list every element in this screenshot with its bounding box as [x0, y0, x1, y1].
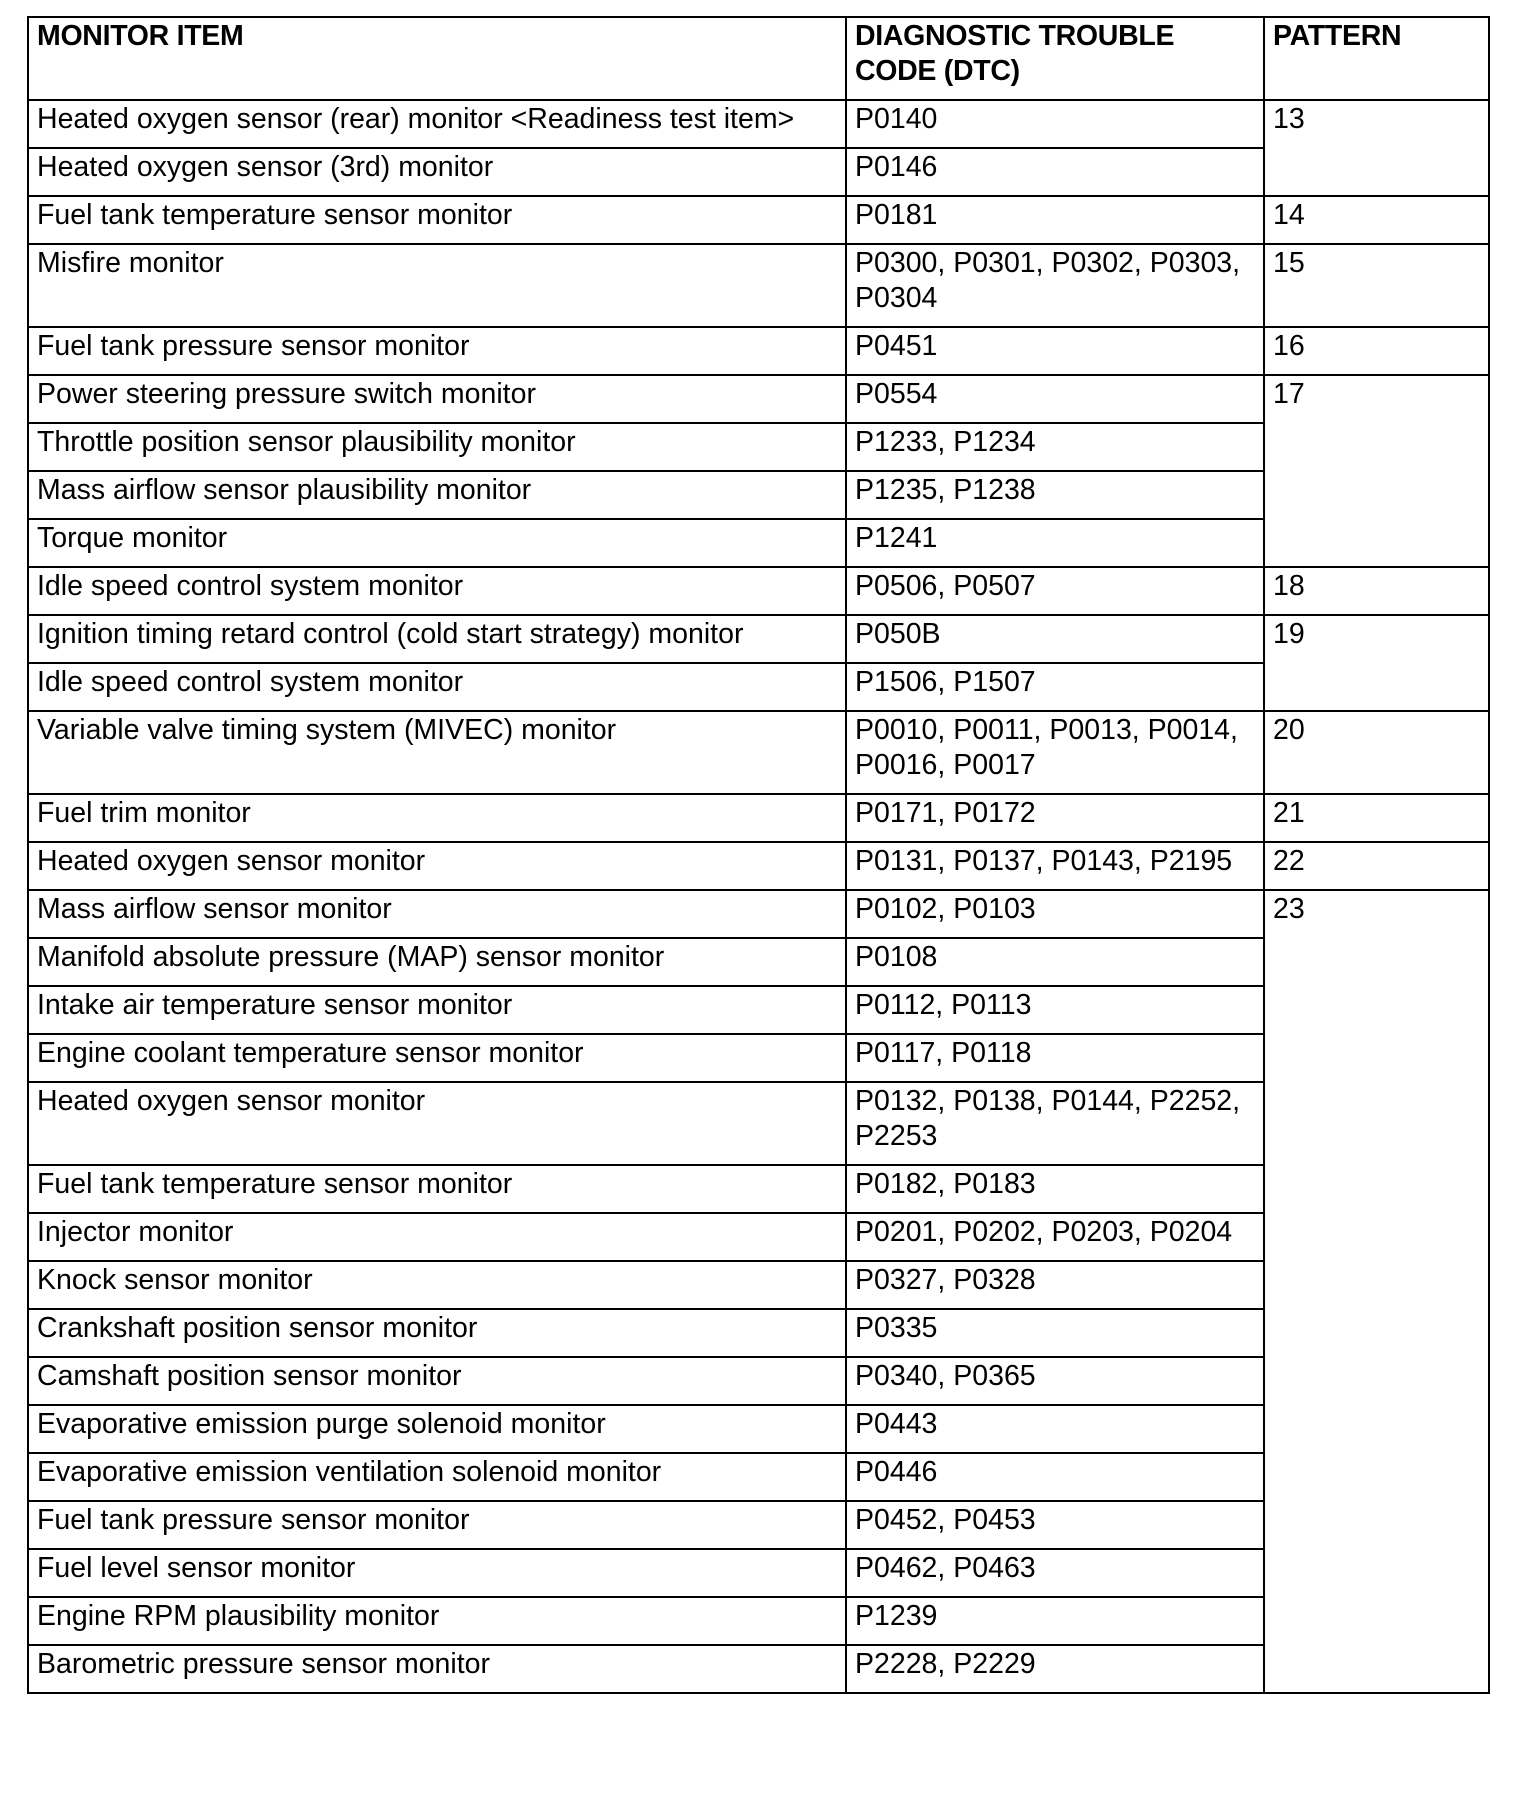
table-row — [28, 615, 1489, 663]
table-header-row — [28, 17, 1489, 100]
pattern-cell: 15 — [1264, 244, 1489, 327]
header-dtc: DIAGNOSTIC TROUBLE CODE (DTC) — [846, 17, 1264, 100]
dtc-cell: P0102, P0103 — [846, 890, 1264, 938]
dtc-cell: P0327, P0328 — [846, 1261, 1264, 1309]
monitor-item-cell: Knock sensor monitor — [28, 1261, 846, 1309]
monitor-item-cell: Evaporative emission ventilation solenoid monitor — [28, 1453, 846, 1501]
dtc-cell: P1239 — [846, 1597, 1264, 1645]
monitor-item-cell: Engine coolant temperature sensor monitor — [28, 1034, 846, 1082]
table-row — [28, 100, 1489, 148]
dtc-cell: P0171, P0172 — [846, 794, 1264, 842]
monitor-item-cell: Engine RPM plausibility monitor — [28, 1597, 846, 1645]
monitor-item-cell: Throttle position sensor plausibility monitor — [28, 423, 846, 471]
monitor-item-cell: Heated oxygen sensor (3rd) monitor — [28, 148, 846, 196]
monitor-item-cell: Manifold absolute pressure (MAP) sensor monitor — [28, 938, 846, 986]
dtc-cell: P0108 — [846, 938, 1264, 986]
monitor-item-cell: Fuel tank temperature sensor monitor — [28, 1165, 846, 1213]
dtc-cell: P0335 — [846, 1309, 1264, 1357]
dtc-cell: P1506, P1507 — [846, 663, 1264, 711]
table-row — [28, 711, 1489, 794]
monitor-item-cell: Idle speed control system monitor — [28, 663, 846, 711]
pattern-cell: 20 — [1264, 711, 1489, 794]
dtc-monitor-table — [27, 16, 1490, 1694]
pattern-cell: 13 — [1264, 100, 1489, 196]
dtc-cell: P0131, P0137, P0143, P2195 — [846, 842, 1264, 890]
monitor-item-cell: Camshaft position sensor monitor — [28, 1357, 846, 1405]
pattern-cell: 18 — [1264, 567, 1489, 615]
monitor-item-cell: Torque monitor — [28, 519, 846, 567]
dtc-cell: P1233, P1234 — [846, 423, 1264, 471]
header-pattern: PATTERN — [1264, 17, 1489, 100]
dtc-cell: P0340, P0365 — [846, 1357, 1264, 1405]
monitor-item-cell: Injector monitor — [28, 1213, 846, 1261]
dtc-cell: P0300, P0301, P0302, P0303, P0304 — [846, 244, 1264, 327]
monitor-item-cell: Mass airflow sensor monitor — [28, 890, 846, 938]
monitor-item-cell: Fuel tank pressure sensor monitor — [28, 327, 846, 375]
table-body — [28, 100, 1489, 1693]
monitor-item-cell: Idle speed control system monitor — [28, 567, 846, 615]
table-row — [28, 842, 1489, 890]
dtc-cell: P050B — [846, 615, 1264, 663]
table-row — [28, 327, 1489, 375]
monitor-item-cell: Crankshaft position sensor monitor — [28, 1309, 846, 1357]
dtc-cell: P0132, P0138, P0144, P2252, P2253 — [846, 1082, 1264, 1165]
monitor-item-cell: Power steering pressure switch monitor — [28, 375, 846, 423]
dtc-cell: P1241 — [846, 519, 1264, 567]
dtc-cell: P0112, P0113 — [846, 986, 1264, 1034]
dtc-cell: P0010, P0011, P0013, P0014, P0016, P0017 — [846, 711, 1264, 794]
monitor-item-cell: Fuel level sensor monitor — [28, 1549, 846, 1597]
pattern-cell: 17 — [1264, 375, 1489, 567]
dtc-cell: P2228, P2229 — [846, 1645, 1264, 1693]
table-row — [28, 375, 1489, 423]
pattern-cell: 19 — [1264, 615, 1489, 711]
monitor-item-cell: Ignition timing retard control (cold start strategy) monitor — [28, 615, 846, 663]
monitor-item-cell: Misfire monitor — [28, 244, 846, 327]
dtc-cell: P0554 — [846, 375, 1264, 423]
dtc-cell: P0182, P0183 — [846, 1165, 1264, 1213]
pattern-cell: 22 — [1264, 842, 1489, 890]
monitor-item-cell: Intake air temperature sensor monitor — [28, 986, 846, 1034]
dtc-cell: P0140 — [846, 100, 1264, 148]
pattern-cell: 23 — [1264, 890, 1489, 1693]
table-row — [28, 196, 1489, 244]
monitor-item-cell: Fuel tank pressure sensor monitor — [28, 1501, 846, 1549]
monitor-item-cell: Heated oxygen sensor monitor — [28, 1082, 846, 1165]
monitor-item-cell: Fuel trim monitor — [28, 794, 846, 842]
monitor-item-cell: Mass airflow sensor plausibility monitor — [28, 471, 846, 519]
dtc-cell: P0452, P0453 — [846, 1501, 1264, 1549]
table-row — [28, 244, 1489, 327]
dtc-cell: P1235, P1238 — [846, 471, 1264, 519]
dtc-cell: P0181 — [846, 196, 1264, 244]
monitor-item-cell: Barometric pressure sensor monitor — [28, 1645, 846, 1693]
dtc-cell: P0451 — [846, 327, 1264, 375]
pattern-cell: 16 — [1264, 327, 1489, 375]
dtc-cell: P0146 — [846, 148, 1264, 196]
dtc-cell: P0201, P0202, P0203, P0204 — [846, 1213, 1264, 1261]
monitor-item-cell: Variable valve timing system (MIVEC) monitor — [28, 711, 846, 794]
table-row — [28, 794, 1489, 842]
dtc-cell: P0117, P0118 — [846, 1034, 1264, 1082]
monitor-item-cell: Evaporative emission purge solenoid monitor — [28, 1405, 846, 1453]
pattern-cell: 14 — [1264, 196, 1489, 244]
header-monitor-item: MONITOR ITEM — [28, 17, 846, 100]
monitor-item-cell: Heated oxygen sensor (rear) monitor <Readiness test item> — [28, 100, 846, 148]
dtc-cell: P0443 — [846, 1405, 1264, 1453]
dtc-cell: P0506, P0507 — [846, 567, 1264, 615]
dtc-cell: P0462, P0463 — [846, 1549, 1264, 1597]
dtc-cell: P0446 — [846, 1453, 1264, 1501]
monitor-item-cell: Fuel tank temperature sensor monitor — [28, 196, 846, 244]
pattern-cell: 21 — [1264, 794, 1489, 842]
table-row — [28, 567, 1489, 615]
table-row — [28, 890, 1489, 938]
monitor-item-cell: Heated oxygen sensor monitor — [28, 842, 846, 890]
